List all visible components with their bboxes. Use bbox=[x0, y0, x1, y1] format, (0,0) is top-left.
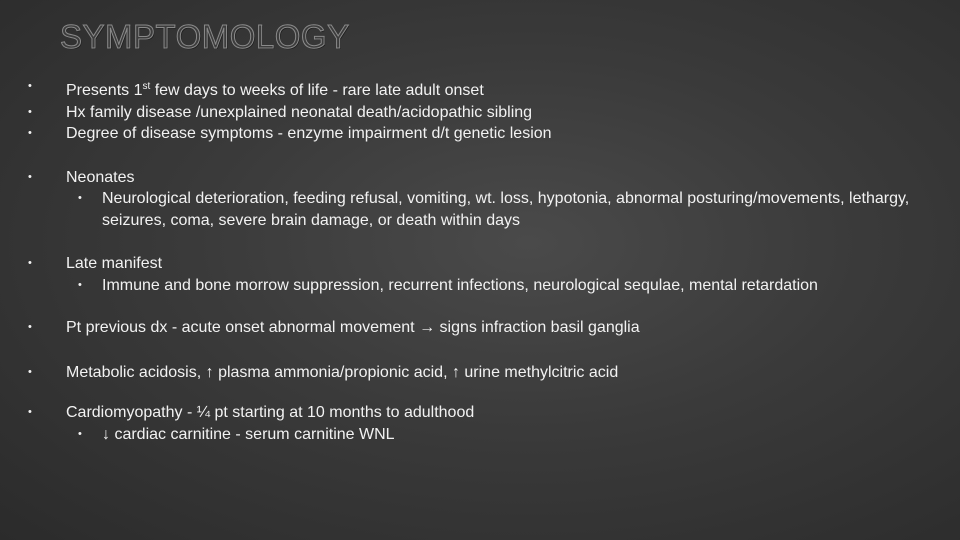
sub-bullet-text: Immune and bone morrow suppression, recurrent infections, neurological sequlae, mental retardation bbox=[102, 276, 818, 294]
bullet-text: Degree of disease symptoms - enzyme impairment d/t genetic lesion bbox=[66, 125, 552, 142]
bullet-text: Cardiomyopathy - ¼ pt starting at 10 months to adulthood bbox=[66, 404, 475, 421]
bullet-marker: • bbox=[28, 80, 32, 92]
bullet-group-cardiomyopathy bbox=[26, 402, 926, 445]
bullet-group-previous-dx bbox=[26, 317, 926, 339]
bullet-marker: • bbox=[28, 321, 32, 333]
slide-content bbox=[26, 76, 926, 445]
bullet-marker: • bbox=[28, 406, 32, 418]
sub-bullet-text: Neurological deterioration, feeding refusal, vomiting, wt. loss, hypotonia, abnormal posturing/movements, lethargy, seizures, coma, severe brain damage, or death within days bbox=[102, 190, 910, 229]
bullet-marker: • bbox=[78, 192, 82, 204]
bullet-group-metabolic bbox=[26, 362, 926, 384]
slide-title: SYMPTOMOLOGY bbox=[60, 18, 350, 55]
bullet-text-post: few days to weeks of life - rare late adult onset bbox=[150, 82, 484, 99]
sub-bullet-item bbox=[26, 424, 926, 446]
bullet-group-neonates bbox=[26, 167, 926, 232]
bullet-marker: • bbox=[78, 278, 82, 291]
bullet-item bbox=[26, 362, 926, 384]
superscript-st: st bbox=[142, 81, 151, 92]
bullet-item bbox=[26, 123, 926, 145]
bullet-group-late-manifest bbox=[26, 253, 926, 296]
bullet-marker: • bbox=[28, 170, 32, 183]
bullet-marker: • bbox=[28, 365, 32, 378]
bullet-item bbox=[26, 167, 926, 189]
bullet-text: Hx family disease /unexplained neonatal death/acidopathic sibling bbox=[66, 103, 533, 121]
bullet-marker: • bbox=[78, 427, 82, 440]
sub-bullet-item bbox=[26, 275, 926, 297]
bullet-text: Pt previous dx - acute onset abnormal movement → signs infraction basil ganglia bbox=[66, 319, 640, 336]
bullet-marker: • bbox=[28, 105, 32, 118]
bullet-item bbox=[26, 76, 926, 102]
bullet-text: Metabolic acidosis, ↑ plasma ammonia/propionic acid, ↑ urine methylcitric acid bbox=[66, 363, 619, 381]
bullet-group-presentation bbox=[26, 76, 926, 145]
bullet-marker: • bbox=[28, 127, 32, 139]
sub-bullet-item bbox=[26, 188, 926, 231]
bullet-item bbox=[26, 402, 926, 424]
bullet-text-pre: Presents 1 bbox=[66, 82, 143, 99]
sub-bullet-text: ↓ cardiac carnitine - serum carnitine WNL bbox=[102, 425, 395, 443]
bullet-text: Late manifest bbox=[66, 255, 163, 272]
bullet-marker: • bbox=[28, 257, 32, 269]
bullet-item bbox=[26, 102, 926, 124]
bullet-item bbox=[26, 317, 926, 339]
bullet-item bbox=[26, 253, 926, 275]
bullet-text: Neonates bbox=[66, 168, 135, 186]
